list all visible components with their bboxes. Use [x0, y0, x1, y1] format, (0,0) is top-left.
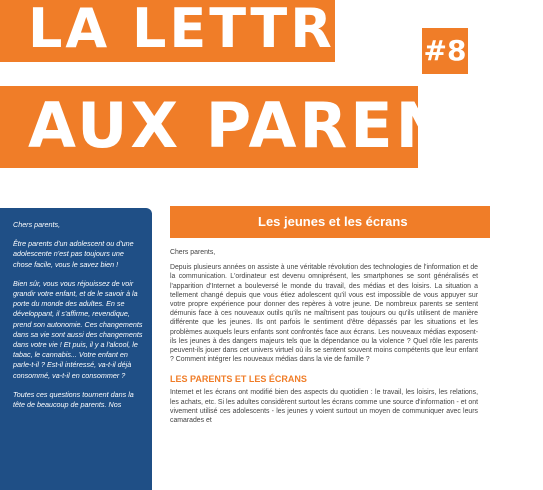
article-body: Internet et les écrans ont modifié bien des aspects du quotidien : le travail, les loisirs, les relations, les achats, etc. Si les adultes considèrent surtout les écrans comme une source d'information - et ont vivement utilisé ces adolescents - les jeunes y voient surtout un moyen de communiquer avec leurs camarades et: [170, 389, 478, 425]
article-subheading: LES PARENTS ET LES ÉCRANS: [170, 374, 307, 385]
issue-number-badge: #8: [422, 28, 468, 74]
sidebar-intro-box: [0, 208, 152, 490]
sidebar-paragraph: Toutes ces questions tournent dans la tête de beaucoup de parents. Nos: [13, 389, 134, 410]
sidebar-paragraph: Être parents d'un adolescent ou d'une adolescente n'est pas toujours une chose facile, vous le savez bien !: [13, 239, 134, 269]
sidebar-paragraph: Bien sûr, vous vous réjouissez de voir grandir votre enfant, et de le savoir à la porte du monde des adultes. En se développant, il s'affirme, revendique, prend son autonomie. Ces changements dans sa vie sont aussi des changements dans votre vie ! Et puis, il y a l'alcool, le tabac, le cannabis... Votre enfant en parle-t-il ? Est-il intéressé, va-t-il déjà consommé, va-t-il en consommer ?: [13, 278, 143, 380]
sidebar-paragraph: Chers parents,: [13, 220, 61, 229]
title-line-1: LA LETTRE: [0, 0, 335, 62]
article-greeting: Chers parents,: [170, 249, 216, 256]
title-line-2: AUX PARENTS: [0, 86, 418, 168]
main-article: [170, 248, 478, 490]
section-title-banner: Les jeunes et les écrans: [170, 206, 490, 238]
article-intro: Depuis plusieurs années on assiste à une véritable révolution des technologies de l'information et de la communication. L'ordinateur est devenu omniprésent, les smartphones se sont généralisés et l'apparition d'Internet a bouleversé le monde du travail, des médias et des loisirs. La situation a tellement changé depuis que vous étiez adolescent qu'il vous est impossible de vous appuyer sur votre propre expérience pour donner des repères à votre jeune. De nombreux parents se sentent démunis face à ces nouveaux outils qu'ils ne maîtrisent pas toujours ou qu'ils utilisent de manière différente que les jeunes. Ils ont parfois le sentiment d'être dépassés par les situations et les problèmes auxquels leurs enfants sont confrontés face aux écrans. Les nouveaux médias exposent-ils les jeunes à des dangers majeurs tels que la dépendance ou la violence ? Quel rôle les parents peuvent-ils jouer dans cet univers virtuel où ils se sentent souvent moins compétents que leur enfant ? Comment intégrer les nouveaux médias dans la vie de famille ?: [170, 264, 478, 364]
